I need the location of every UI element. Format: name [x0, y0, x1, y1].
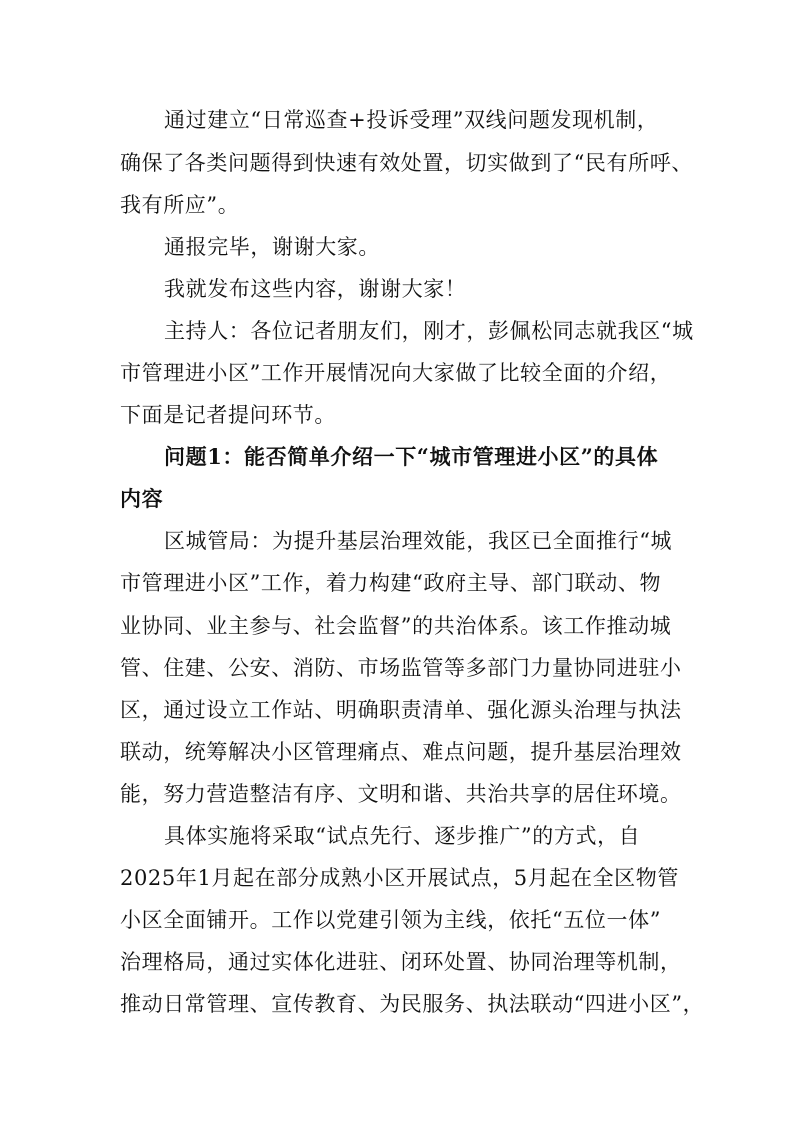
paragraph-line: 能，努力营造整洁有序、文明和谐、共治共享的居住环境。 [120, 782, 682, 806]
paragraph-line: 推动日常管理、宣传教育、为民服务、执法联动“四进小区”， [120, 992, 705, 1016]
paragraph-line: 业协同、业主参与、社会监督”的共治体系。该工作推动城 [120, 614, 672, 638]
paragraph-line: 区，通过设立工作站、明确职责清单、强化源头治理与执法 [120, 698, 682, 722]
paragraph-line: 确保了各类问题得到快速有效处置，切实做到了“民有所呼、 [120, 151, 693, 175]
question-heading-line: 问题1：能否简单介绍一下“城市管理进小区”的具体 [164, 444, 659, 469]
paragraph-line: 通过建立“日常巡查+投诉受理”双线问题发现机制， [164, 108, 659, 132]
paragraph-line: 具体实施将采取“试点先行、逐步推广”的方式，自 [164, 824, 641, 848]
question-heading-line: 内容 [120, 486, 164, 511]
paragraph-line: 我有所应”。 [120, 193, 240, 217]
paragraph-line: 下面是记者提问环节。 [120, 403, 336, 427]
paragraph-line: 2025年1月起在部分成熟小区开展试点，5月起在全区物管 [120, 866, 679, 890]
paragraph-line: 我就发布这些内容，谢谢大家！ [164, 277, 467, 301]
paragraph-line: 通报完毕，谢谢大家。 [164, 235, 380, 259]
paragraph-line: 区城管局：为提升基层治理效能，我区已全面推行“城 [164, 529, 673, 553]
paragraph-line: 小区全面铺开。工作以党建引领为主线，依托“五位一体” [120, 908, 662, 932]
paragraph-line: 联动，统筹解决小区管理痛点、难点问题，提升基层治理效 [120, 740, 682, 764]
paragraph-line: 市管理进小区”工作，着力构建“政府主导、部门联动、物 [120, 571, 662, 595]
paragraph-line: 管、住建、公安、消防、市场监管等多部门力量协同进驻小 [120, 656, 682, 680]
paragraph-line: 治理格局，通过实体化进驻、闭环处置、协同治理等机制， [120, 950, 682, 974]
paragraph-line: 主持人：各位记者朋友们，刚才，彭佩松同志就我区“城 [164, 319, 694, 343]
paragraph-line: 市管理进小区”工作开展情况向大家做了比较全面的介绍， [120, 361, 672, 385]
